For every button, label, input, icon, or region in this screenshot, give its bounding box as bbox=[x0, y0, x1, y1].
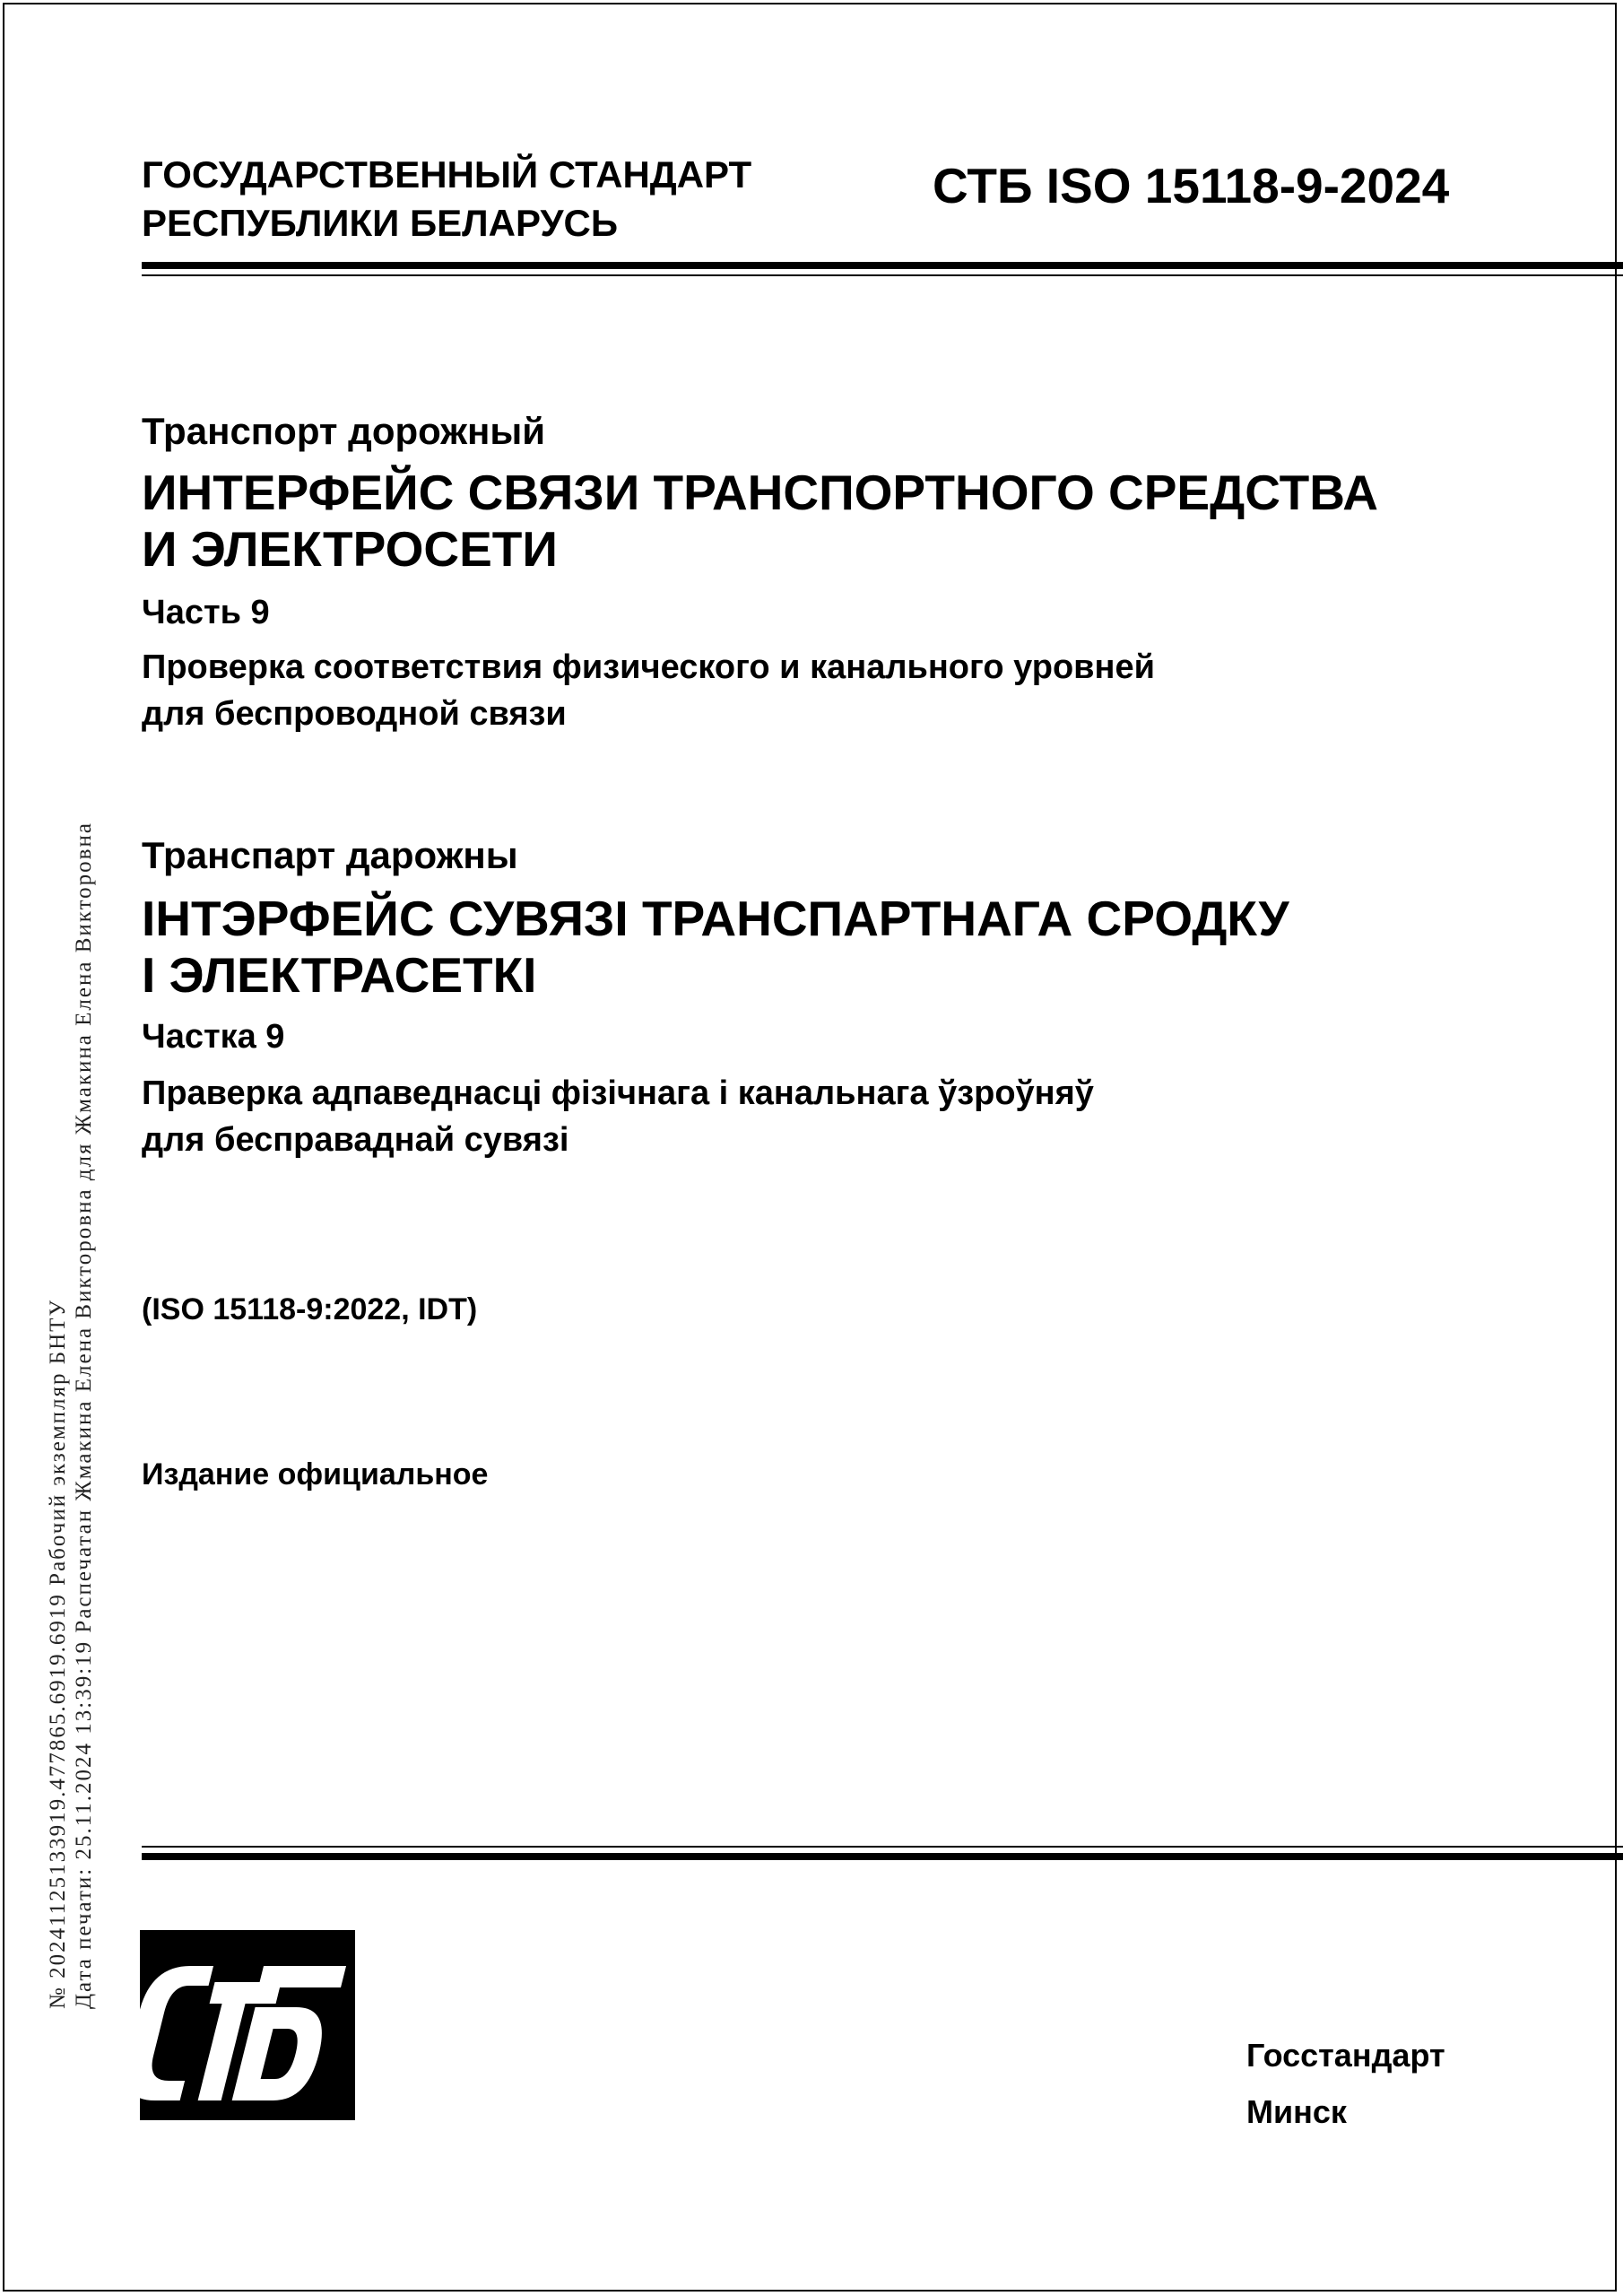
print-watermark-line1: № 20241125133919.477865.6919.6919 Рабочий экземпляр БНТУ bbox=[46, 1298, 70, 2009]
state-standard-line1: ГОСУДАРСТВЕННЫЙ СТАНДАРТ bbox=[142, 153, 752, 196]
print-watermark-line2: Дата печати: 25.11.2024 13:39:19 Распечатан Жмакина Елена Викторовна для Жмакина Елена Викторовна bbox=[72, 822, 96, 2009]
stb-logo-icon bbox=[140, 1930, 355, 2120]
footer-rule-thin bbox=[142, 1846, 1623, 1848]
edition-label: Издание официальное bbox=[142, 1457, 489, 1492]
title-by-part-title bbox=[142, 1070, 1094, 1163]
title-ru-group: Транспорт дорожный bbox=[142, 410, 546, 452]
title-by-group: Транспарт дарожны bbox=[142, 834, 518, 876]
standard-designation: СТБ ISO 15118-9-2024 bbox=[933, 158, 1450, 213]
state-standard-line2: РЕСПУБЛИКИ БЕЛАРУСЬ bbox=[142, 202, 619, 244]
title-ru-main-line2: И ЭЛЕКТРОСЕТИ bbox=[142, 521, 558, 577]
title-by-main bbox=[142, 891, 1289, 1004]
title-by-main-line1: ІНТЭРФЕЙС СУВЯЗІ ТРАНСПАРТНАГА СРОДКУ bbox=[142, 891, 1289, 946]
title-by-main-line2: І ЭЛЕКТРАСЕТКІ bbox=[142, 947, 537, 1003]
header-rule-thick bbox=[142, 262, 1623, 269]
print-watermark bbox=[45, 628, 135, 2009]
state-standard-heading bbox=[142, 151, 751, 248]
title-by-part-title-line1: Праверка адпаведнасці фізічнага і канальнага ўзроўняў bbox=[142, 1074, 1094, 1112]
title-ru-part: Часть 9 bbox=[142, 594, 270, 631]
title-ru-main-line1: ИНТЕРФЕЙС СВЯЗИ ТРАНСПОРТНОГО СРЕДСТВА bbox=[142, 465, 1378, 520]
title-by-part-title-line2: для бесправаднай сувязі bbox=[142, 1121, 569, 1159]
title-ru-part-title bbox=[142, 644, 1155, 737]
header-rule-thin bbox=[142, 274, 1623, 276]
publisher-city: Минск bbox=[1246, 2093, 1347, 2130]
iso-identity: (ISO 15118-9:2022, IDT) bbox=[142, 1292, 478, 1326]
stb-logo-graphic bbox=[140, 1930, 355, 2120]
publisher-name: Госстандарт bbox=[1246, 2037, 1445, 2074]
title-ru-main bbox=[142, 465, 1378, 578]
title-ru-part-title-line2: для беспроводной связи bbox=[142, 695, 567, 733]
title-ru-part-title-line1: Проверка соответствия физического и канального уровней bbox=[142, 648, 1155, 686]
footer-rule-thick bbox=[142, 1853, 1623, 1860]
title-by-part: Частка 9 bbox=[142, 1018, 285, 1056]
